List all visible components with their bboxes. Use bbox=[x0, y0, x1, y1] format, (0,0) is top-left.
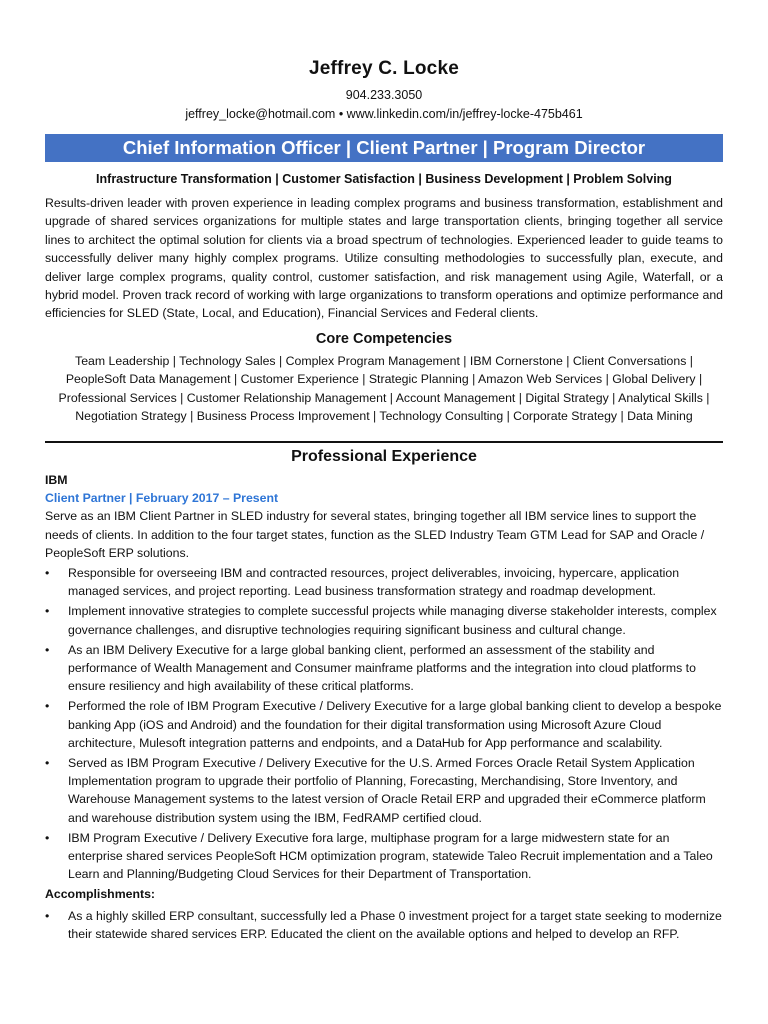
professional-experience-heading: Professional Experience bbox=[291, 448, 477, 465]
skills-line: Infrastructure Transformation | Customer Satisfaction | Business Development | Problem Solving bbox=[96, 172, 672, 186]
bullet-icon: • bbox=[45, 642, 50, 657]
summary-paragraph: Results-driven leader with proven experience in leading complex programs and business transformation, establishment and upgrade of shared services organizations for multiple states and large transportation clients, bringing together all service lines to architect the optimal solution for clients via a broad spectrum of technologies. Experienced leader to guide teams to successfully deliver many highly complex programs. Utilize consulting methodologies to successfully plan, execute, and deliver large complex programs, quality control, customer satisfaction, and risk management using Agile, Waterfall, or a hybrid model. Proven track record of working with large organizations to transform operations and optimize performance and efficiencies for SLED (State, Local, and Education), Financial Services and Federal clients. bbox=[45, 196, 723, 321]
contact-line: jeffrey_locke@hotmail.com • www.linkedin.com/in/jeffrey-locke-475b461 bbox=[185, 107, 583, 121]
list-item: • IBM Program Executive / Delivery Executive fora large, multiphase program for a large midwestern state for an enterprise shared services PeopleSoft HCM optimization program, statewide Taleo Recruit implementation and a Taleo Learn and Planning/Budgeting Cloud Services for their Department of Transportation. bbox=[45, 830, 713, 882]
bullet-icon: • bbox=[45, 699, 50, 714]
phone-number: 904.233.3050 bbox=[345, 88, 423, 102]
title-banner: Chief Information Officer | Client Partner | Program Director bbox=[45, 134, 723, 162]
list-item: • Implement innovative strategies to complete successful projects while managing diverse stakeholder interests, complex governance challenges, and disruptive technologies requiring significant business and cultural change. bbox=[45, 604, 717, 637]
list-item: • Responsible for overseeing IBM and contracted resources, project deliverables, invoicing, hypercare, application managed services, and project reporting. Lead business transformation strategy and roadmap development. bbox=[45, 566, 680, 599]
role-intro: Serve as an IBM Client Partner in SLED industry for several states, bringing together all IBM service lines to support the needs of clients. In addition to the four target states, function as the SLED Industry Team GTM Lead for SAP and Oracle / PeopleSoft ERP solutions. bbox=[45, 509, 705, 560]
bullet-icon: • bbox=[45, 604, 50, 619]
role-title: Client Partner | February 2017 – Present bbox=[45, 491, 279, 506]
list-item: • As an IBM Delivery Executive for a large global banking client, performed an assessment of the stability and performance of Wealth Management and Consumer mainframe platforms and the integration into cloud platforms to ensure resiliency and high availability of these critical platforms. bbox=[45, 642, 696, 694]
list-item: • As a highly skilled ERP consultant, successfully led a Phase 0 investment project for a target state seeking to modernize their statewide shared services ERP. Educated the client on the available options and helped to develop an RFP. bbox=[45, 908, 722, 941]
responsibility-list bbox=[45, 564, 725, 883]
core-competencies-list: Team Leadership | Technology Sales | Complex Program Management | IBM Cornerstone | Client Conversations | PeopleSoft Data Management | Customer Experience | Strategic Planning | Amazon Web Services | Global Delivery | Professional Services | Customer Relationship Management | Account Management | Digital Strategy | Analytical Skills | Negotiation Strategy | Business Process Improvement | Technology Consulting | Corporate Strategy | Data Mining bbox=[58, 354, 710, 424]
bullet-icon: • bbox=[45, 566, 50, 581]
list-item: • Served as IBM Program Executive / Delivery Executive for the U.S. Armed Forces Oracle Retail System Application Implementation program to upgrade their portfolio of Planning, Forecasting, Merchandising, Store Inventory, and Warehouse Management systems to the latest version of Oracle Retail ERP and upgraded their eCommerce platform and warehouse distribution system using the IBM, FedRAMP certified cloud. bbox=[45, 756, 706, 825]
candidate-name: Jeffrey C. Locke bbox=[309, 58, 459, 79]
bullet-icon: • bbox=[45, 756, 50, 771]
accomplishments-heading: Accomplishments: bbox=[45, 887, 156, 902]
list-item: • Performed the role of IBM Program Executive / Delivery Executive for a large global banking client to develop a bespoke banking App (iOS and Android) and the foundation for their digital transformation using Microsoft Azure Cloud architecture, Mulesoft integration patterns and endpoints, and a DataHub for App performance and scalability. bbox=[45, 699, 722, 750]
core-competencies-heading: Core Competencies bbox=[315, 331, 453, 347]
accomplishment-list bbox=[45, 907, 725, 943]
bullet-icon: • bbox=[45, 830, 50, 845]
bullet-icon: • bbox=[45, 908, 50, 923]
company-name: IBM bbox=[45, 473, 68, 487]
